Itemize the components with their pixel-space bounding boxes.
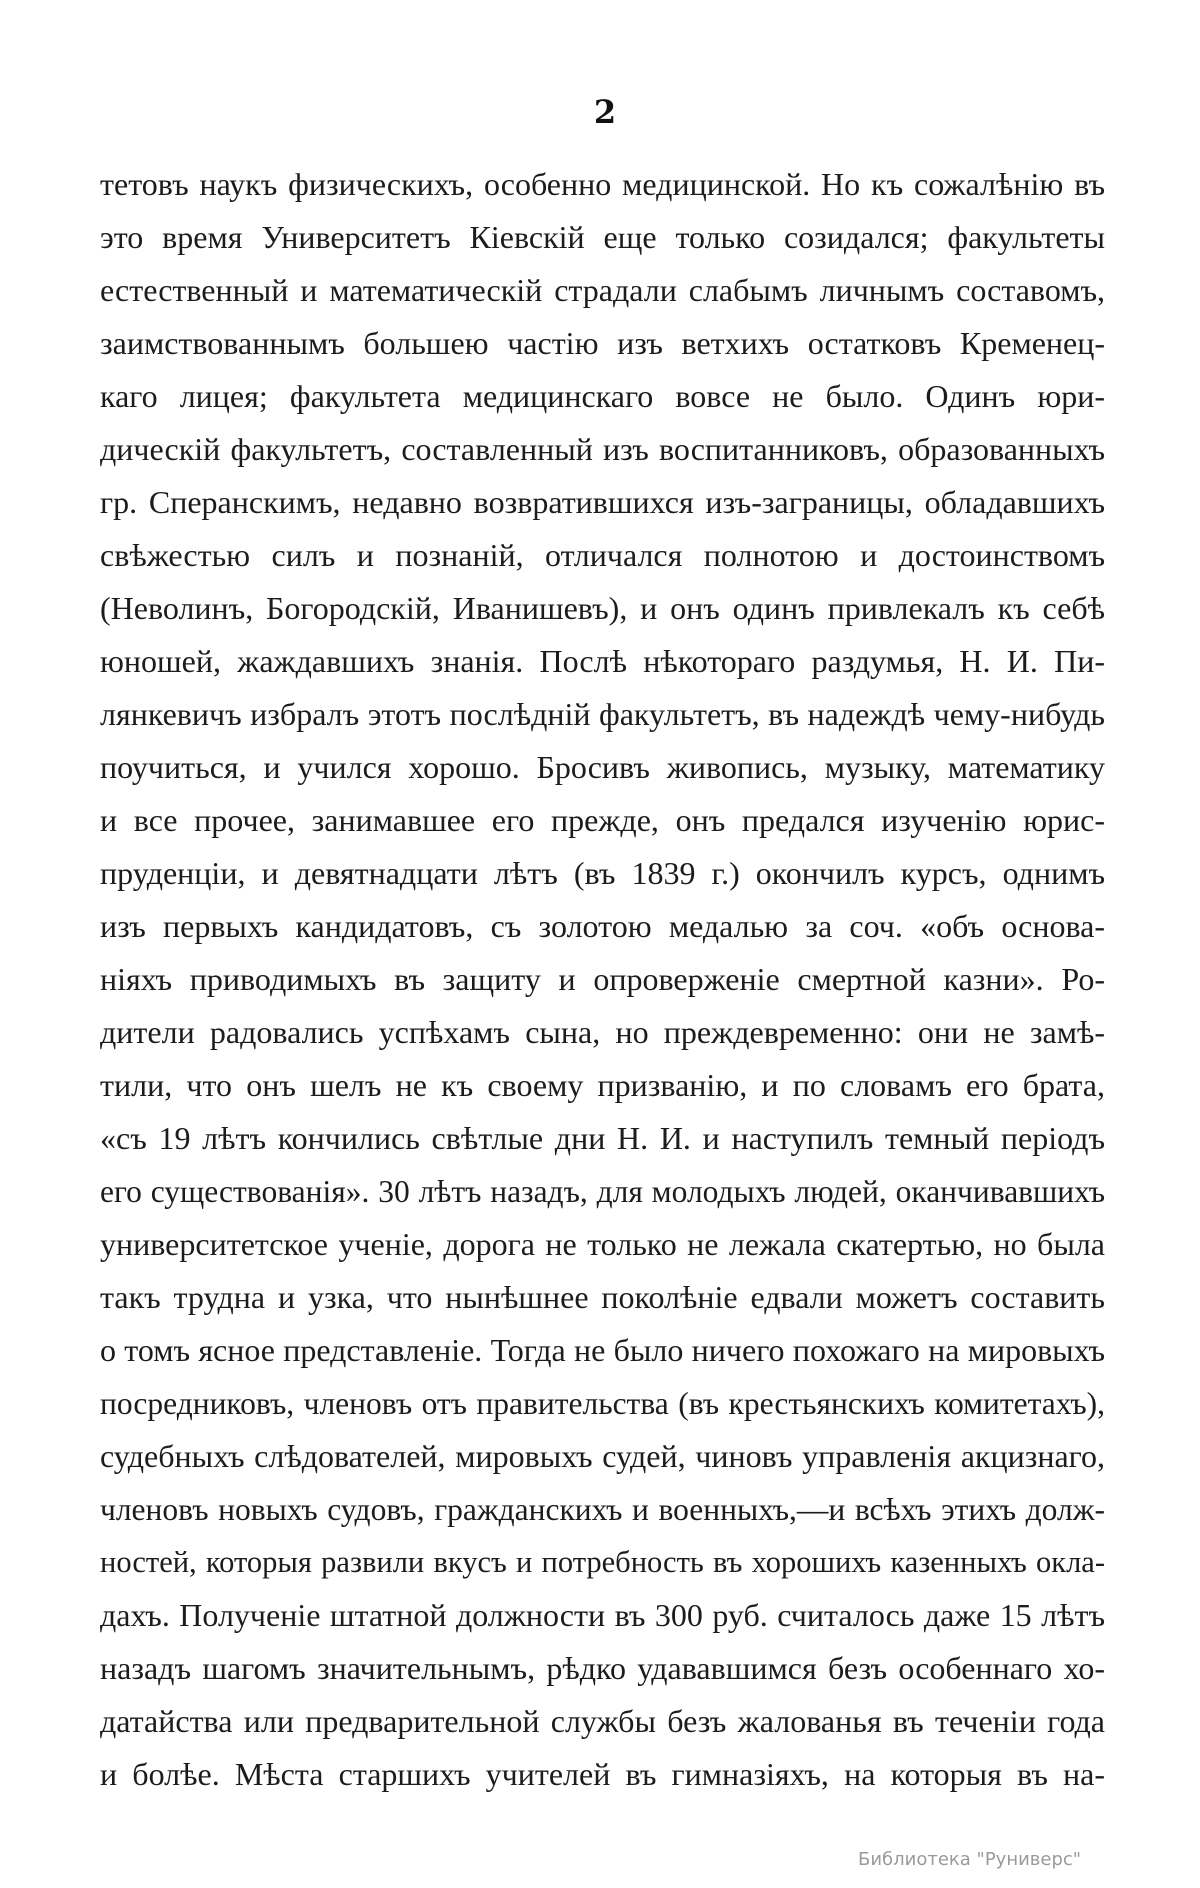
text-line: поучиться, и учился хорошо. Бросивъ живопись, музыку, математику [100,749,1105,785]
text-line: дическій факультетъ, составленный изъ воспитанниковъ, образованныхъ [100,431,1105,467]
text-line: тетовъ наукъ физическихъ, особенно медицинской. Но къ сожалѣнію въ [100,166,1105,202]
page-number: 2 [593,93,617,131]
text-line: дители радовались успѣхамъ сына, но преждевременно: они не замѣ- [100,1014,1105,1050]
text-line: это время Университетъ Кіевскій еще только созидался; факультеты [100,219,1105,255]
text-line: о томъ ясное представленіе. Тогда не было ничего похожаго на мировыхъ [100,1332,1105,1368]
text-line: юношей, жаждавшихъ знанія. Послѣ нѣкотораго раздумья, Н. И. Пи- [100,643,1105,679]
text-line: посредниковъ, членовъ отъ правительства (въ крестьянскихъ комитетахъ), [100,1386,1105,1421]
text-line: ніяхъ приводимыхъ въ защиту и опроверженіе смертной казни». Ро- [100,961,1105,997]
text-line: гр. Сперанскимъ, недавно возвратившихся изъ-заграницы, обладавшихъ [100,484,1105,520]
text-line: членовъ новыхъ судовъ, гражданскихъ и военныхъ,—и всѣхъ этихъ долж- [100,1492,1105,1527]
text-line: свѣжестью силъ и познаній, отличался полнотою и достоинствомъ [100,537,1105,573]
text-line: такъ трудна и узка, что нынѣшнее поколѣніе едвали можетъ составить [100,1279,1105,1315]
text-line: ностей, которыя развили вкусъ и потребность въ хорошихъ казенныхъ окла- [100,1545,1105,1579]
text-line: судебныхъ слѣдователей, мировыхъ судей, чиновъ управленія акцизнаго, [100,1438,1105,1474]
text-line: дахъ. Полученіе штатной должности въ 300 руб. считалось даже 15 лѣтъ [100,1597,1105,1633]
text-line: его существованія». 30 лѣтъ назадъ, для молодыхъ людей, оканчивавшихъ [100,1174,1105,1209]
text-line: (Неволинъ, Богородскій, Иванишевъ), и онъ одинъ привлекалъ къ себѣ [100,590,1105,626]
body-text [100,158,1105,1801]
text-line: университетское ученіе, дорога не только не лежала скатертью, но была [100,1226,1105,1262]
text-line: каго лицея; факультета медицинскаго вовсе не было. Одинъ юри- [100,378,1105,414]
text-line: естественный и математическій страдали слабымъ личнымъ составомъ, [100,272,1105,308]
library-watermark: Библиотека "Руниверс" [858,1849,1082,1870]
text-line: «съ 19 лѣтъ кончились свѣтлые дни Н. И. и наступилъ темный періодъ [100,1120,1105,1156]
text-line: изъ первыхъ кандидатовъ, съ золотою медалью за соч. «объ основа- [100,908,1105,944]
text-line: датайства или предварительной службы безъ жалованья въ теченіи года [100,1703,1105,1739]
text-line: назадъ шагомъ значительнымъ, рѣдко удававшимся безъ особеннаго хо- [100,1650,1105,1686]
text-line: тили, что онъ шелъ не къ своему призванію, и по словамъ его брата, [100,1067,1105,1103]
text-line: и болѣе. Мѣста старшихъ учителей въ гимназіяхъ, на которыя въ на- [100,1756,1105,1792]
text-line: заимствованнымъ большею частію изъ ветхихъ остатковъ Кременец- [100,325,1105,361]
text-line: пруденціи, и девятнадцати лѣтъ (въ 1839 г.) окончилъ курсъ, однимъ [100,855,1105,891]
text-line: лянкевичъ избралъ этотъ послѣдній факультетъ, въ надеждѣ чему-нибудь [100,696,1105,732]
text-line: и все прочее, занимавшее его прежде, онъ предался изученію юрис- [100,802,1105,838]
